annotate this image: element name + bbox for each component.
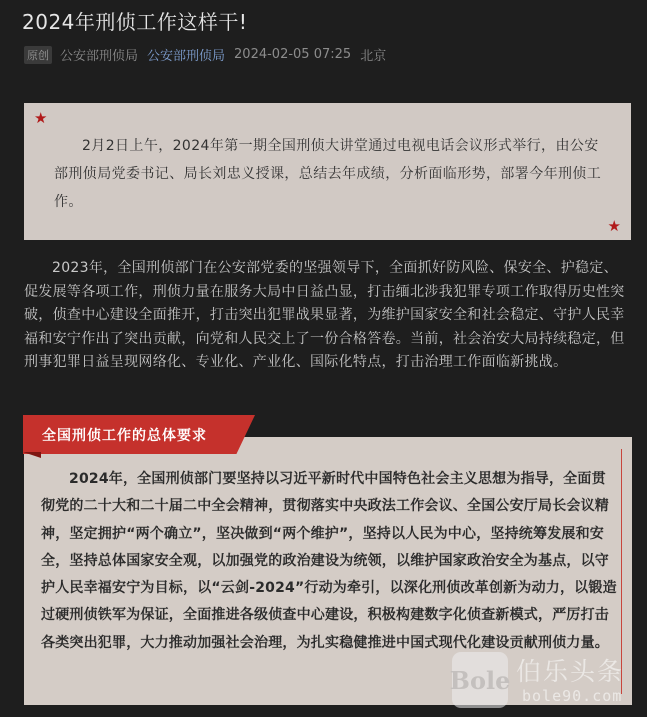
requirements-text: 2024年，全国刑侦部门要坚持以习近平新时代中国特色社会主义思想为指导，全面贯彻党的二十大和二十届二中全会精神，贯彻落实中央政法工作会议、全国公安厅局长会议精神，坚定拥护“两个确立”，坚决做到“两个维护”，坚持以人民为中心，坚持统筹发展和安全，坚持总体国家安全观，以加强党的政治建设为统领，以维护国家政治安全为基点，以守护人民幸福安宁为目标，以“云剑-2024”行动为牵引，以深化刑侦改革创新为动力，以锻造过硬刑侦铁军为保证，全面推进各级侦查中心建设，积极构建数字化侦查新模式，严厉打击各类突出犯罪，大力推动加强社会治理，为扎实稳健推进中国式现代化建设贡献刑侦力量。 [41, 471, 617, 651]
article-meta [24, 45, 386, 64]
original-badge: 原创 [24, 46, 52, 64]
watermark-name: 伯乐头条 [516, 657, 625, 686]
section-title: 全国刑侦工作的总体要求 [42, 428, 207, 444]
watermark-domain: bole90.com [522, 687, 623, 705]
bole-logo-icon: Bole [452, 652, 508, 708]
article-title: 2024年刑侦工作这样干! [22, 10, 248, 34]
intro-text: 2月2日上午，2024年第一期全国刑侦大讲堂通过电视电话会议形式举行，由公安部刑侦局党委书记、局长刘忠义授课，总结去年成绩，分析面临形势，部署今年刑侦工作。 [54, 138, 602, 210]
star-icon: ★ [607, 217, 621, 235]
author-source: 公安部刑侦局 [60, 49, 139, 64]
account-link[interactable]: 公安部刑侦局 [147, 49, 226, 64]
intro-summary-box [24, 103, 631, 240]
publish-location: 北京 [360, 49, 387, 64]
publish-time: 2024-02-05 07:25 [234, 47, 352, 62]
star-icon: ★ [34, 109, 48, 127]
body-paragraph: 2023年，全国刑侦部门在公安部党委的坚强领导下，全面抓好防风险、保安全、护稳定、促发展等各项工作，刑侦力量在服务大局中日益凸显，打击缅北涉我犯罪专项工作取得历史性突破，侦查中心建设全面推开，打击突出犯罪战果显著，为维护国家安全和社会稳定、守护人民幸福和安宁作出了突出贡献，向党和人民交上了一份合格答卷。当前，社会治安大局持续稳定，但刑事犯罪日益呈现网络化、专业化、产业化、国际化特点，打击治理工作面临新挑战。 [24, 260, 625, 370]
watermark [449, 650, 642, 712]
